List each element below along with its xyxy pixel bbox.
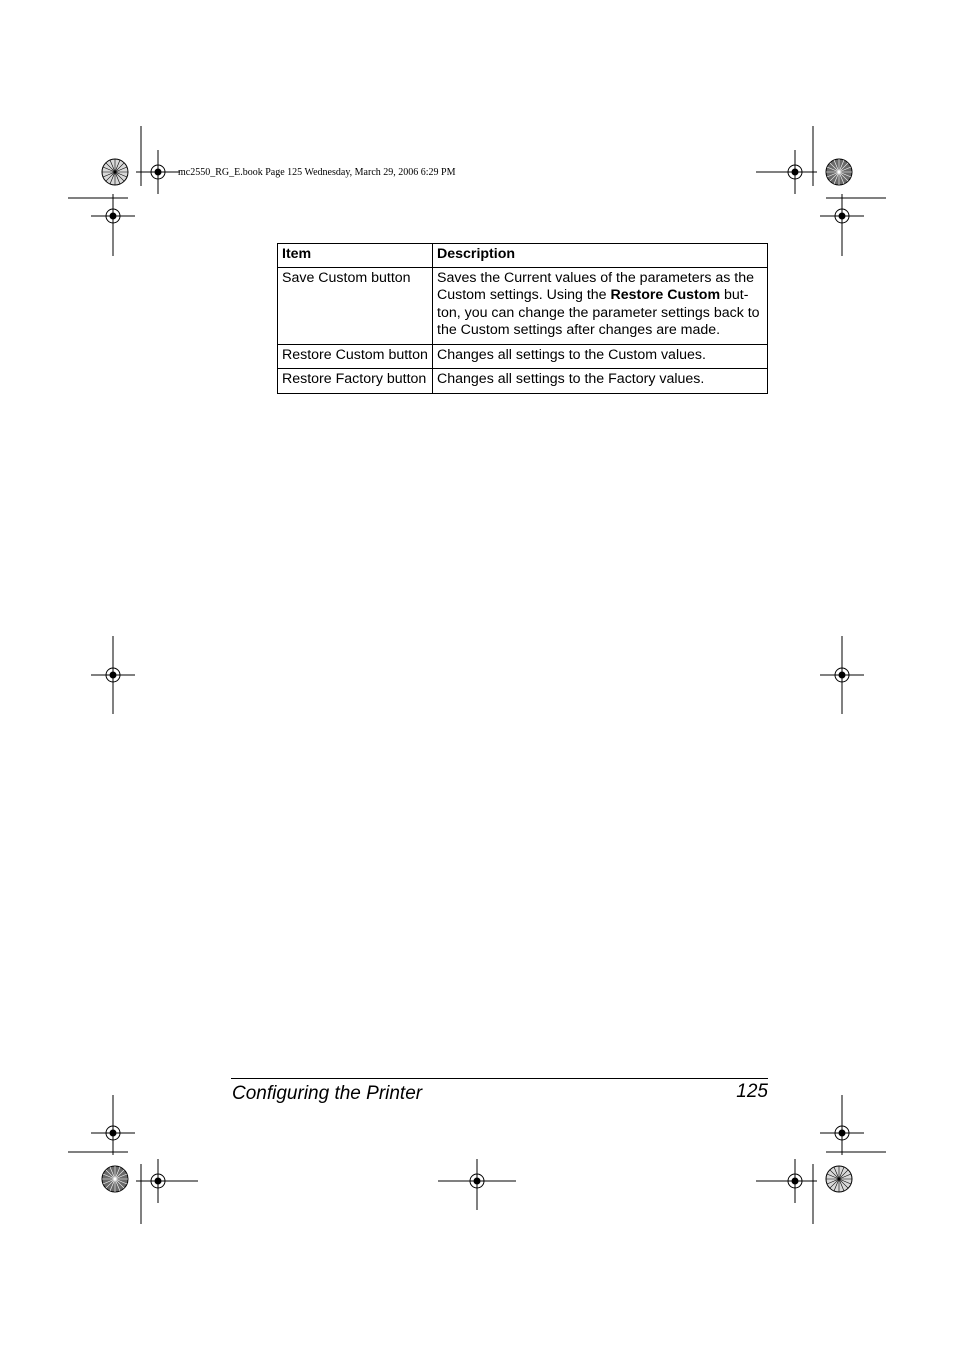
table-row — [278, 369, 768, 394]
description-cell — [433, 267, 768, 344]
column-header-item: Item — [278, 244, 433, 268]
footer-chapter-title: Configuring the Printer — [232, 1083, 423, 1104]
color-target-icon — [826, 159, 852, 185]
item-cell: Restore Custom button — [278, 344, 433, 369]
item-cell: Restore Factory button — [278, 369, 433, 394]
description-table — [277, 243, 768, 394]
table-row — [278, 344, 768, 369]
table-row — [278, 267, 768, 344]
table-header-row — [278, 244, 768, 268]
description-text: but-ton, you can change the parameter settings back to the Custom settings after changes are made. — [437, 287, 760, 338]
color-target-icon — [102, 159, 128, 185]
page-number: 125 — [736, 1081, 768, 1102]
description-cell: Changes all settings to the Factory values. — [433, 369, 768, 394]
description-text: Saves the Current values of the parameters as the Custom settings. Using the — [437, 269, 755, 303]
color-target-icon — [826, 1166, 852, 1192]
color-target-icon — [102, 1166, 128, 1192]
item-cell: Save Custom button — [278, 267, 433, 344]
registration-mark-icon — [136, 150, 180, 194]
column-header-description: Description — [433, 244, 768, 268]
print-slug: mc2550_RG_E.book Page 125 Wednesday, March 29, 2006 6:29 PM — [178, 167, 456, 178]
footer-rule — [231, 1078, 768, 1079]
description-bold-term: Restore Custom — [610, 287, 721, 303]
description-cell: Changes all settings to the Custom values. — [433, 344, 768, 369]
